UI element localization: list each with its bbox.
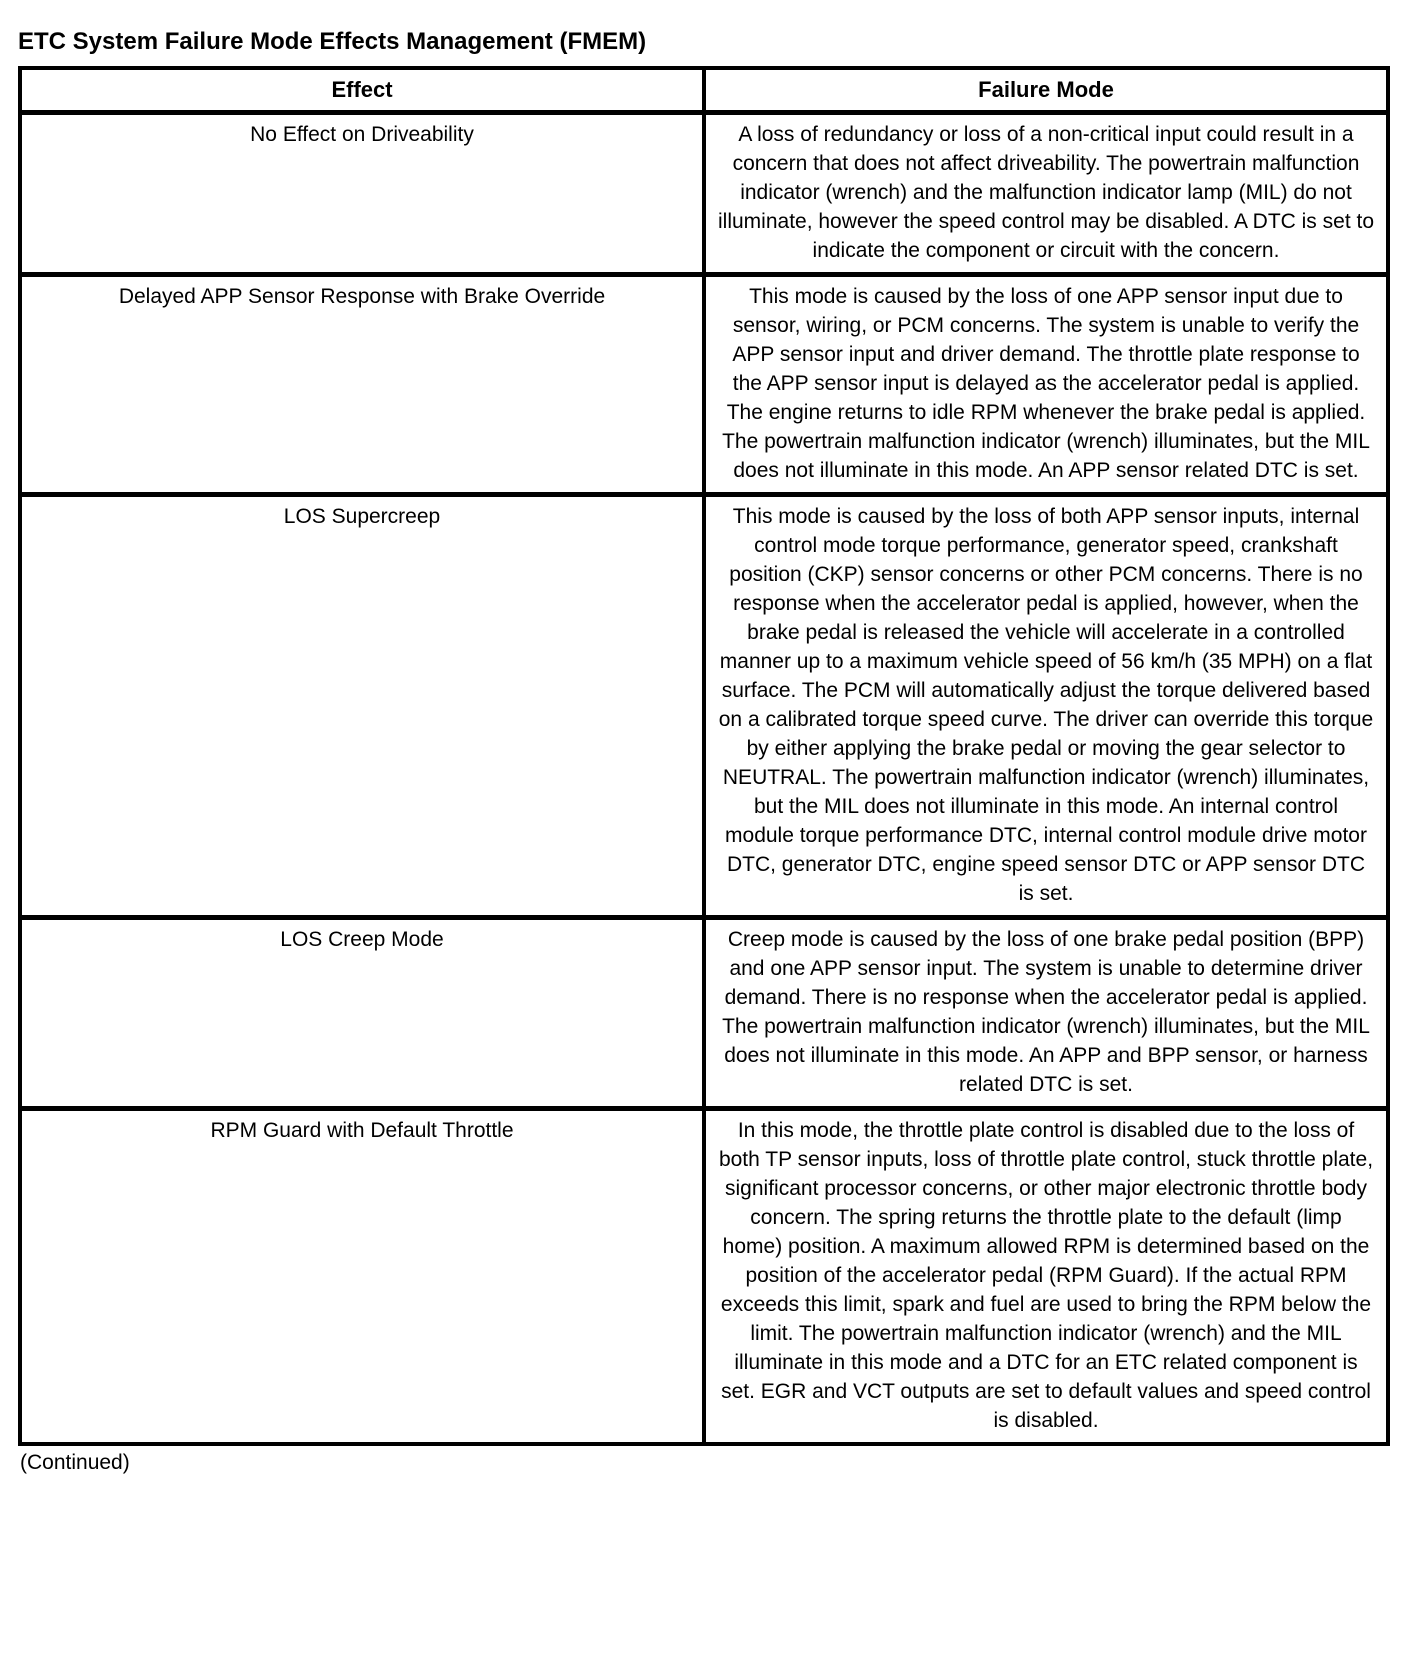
effect-cell: LOS Creep Mode bbox=[20, 918, 704, 1109]
column-header-failure-mode: Failure Mode bbox=[704, 68, 1388, 113]
continued-label: (Continued) bbox=[20, 1451, 130, 1474]
failure-mode-cell: This mode is caused by the loss of both APP sensor inputs, internal control mode torque performance, generator speed, crankshaft position (CKP) sensor concerns or other PCM concerns. There is no response when the accelerator pedal is applied, however, when the brake pedal is released the vehicle will accelerate in a controlled manner up to a maximum vehicle speed of 56 km/h (35 MPH) on a flat surface. The PCM will automatically adjust the torque delivered based on a calibrated torque speed curve. The driver can override this torque by either applying the brake pedal or moving the gear selector to NEUTRAL. The powertrain malfunction indicator (wrench) illuminates, but the MIL does not illuminate in this mode. An internal control module torque performance DTC, internal control module drive motor DTC, generator DTC, engine speed sensor DTC or APP sensor DTC is set. bbox=[704, 495, 1388, 918]
effect-cell: LOS Supercreep bbox=[20, 495, 704, 918]
table-row bbox=[20, 275, 1388, 495]
table-row bbox=[20, 113, 1388, 275]
table-row bbox=[20, 1109, 1388, 1445]
column-header-effect: Effect bbox=[20, 68, 704, 113]
effect-cell: No Effect on Driveability bbox=[20, 113, 704, 275]
table-row bbox=[20, 918, 1388, 1109]
table-row bbox=[20, 495, 1388, 918]
fmem-table bbox=[18, 66, 1390, 1446]
header-row bbox=[20, 68, 1388, 113]
failure-mode-cell: A loss of redundancy or loss of a non-critical input could result in a concern that does not affect driveability. The powertrain malfunction indicator (wrench) and the malfunction indicator lamp (MIL) do not illuminate, however the speed control may be disabled. A DTC is set to indicate the component or circuit with the concern. bbox=[704, 113, 1388, 275]
failure-mode-cell: Creep mode is caused by the loss of one brake pedal position (BPP) and one APP sensor input. The system is unable to determine driver demand. There is no response when the accelerator pedal is applied. The powertrain malfunction indicator (wrench) illuminates, but the MIL does not illuminate in this mode. An APP and BPP sensor, or harness related DTC is set. bbox=[704, 918, 1388, 1109]
page-title: ETC System Failure Mode Effects Management (FMEM) bbox=[18, 28, 647, 55]
failure-mode-cell: This mode is caused by the loss of one APP sensor input due to sensor, wiring, or PCM concerns. The system is unable to verify the APP sensor input and driver demand. The throttle plate response to the APP sensor input is delayed as the accelerator pedal is applied. The engine returns to idle RPM whenever the brake pedal is applied. The powertrain malfunction indicator (wrench) illuminates, but the MIL does not illuminate in this mode. An APP sensor related DTC is set. bbox=[704, 275, 1388, 495]
effect-cell: Delayed APP Sensor Response with Brake Override bbox=[20, 275, 704, 495]
effect-cell: RPM Guard with Default Throttle bbox=[20, 1109, 704, 1445]
failure-mode-cell: In this mode, the throttle plate control is disabled due to the loss of both TP sensor inputs, loss of throttle plate control, stuck throttle plate, significant processor concerns, or other major electronic throttle body concern. The spring returns the throttle plate to the default (limp home) position. A maximum allowed RPM is determined based on the position of the accelerator pedal (RPM Guard). If the actual RPM exceeds this limit, spark and fuel are used to bring the RPM below the limit. The powertrain malfunction indicator (wrench) and the MIL illuminate in this mode and a DTC for an ETC related component is set. EGR and VCT outputs are set to default values and speed control is disabled. bbox=[704, 1109, 1388, 1445]
